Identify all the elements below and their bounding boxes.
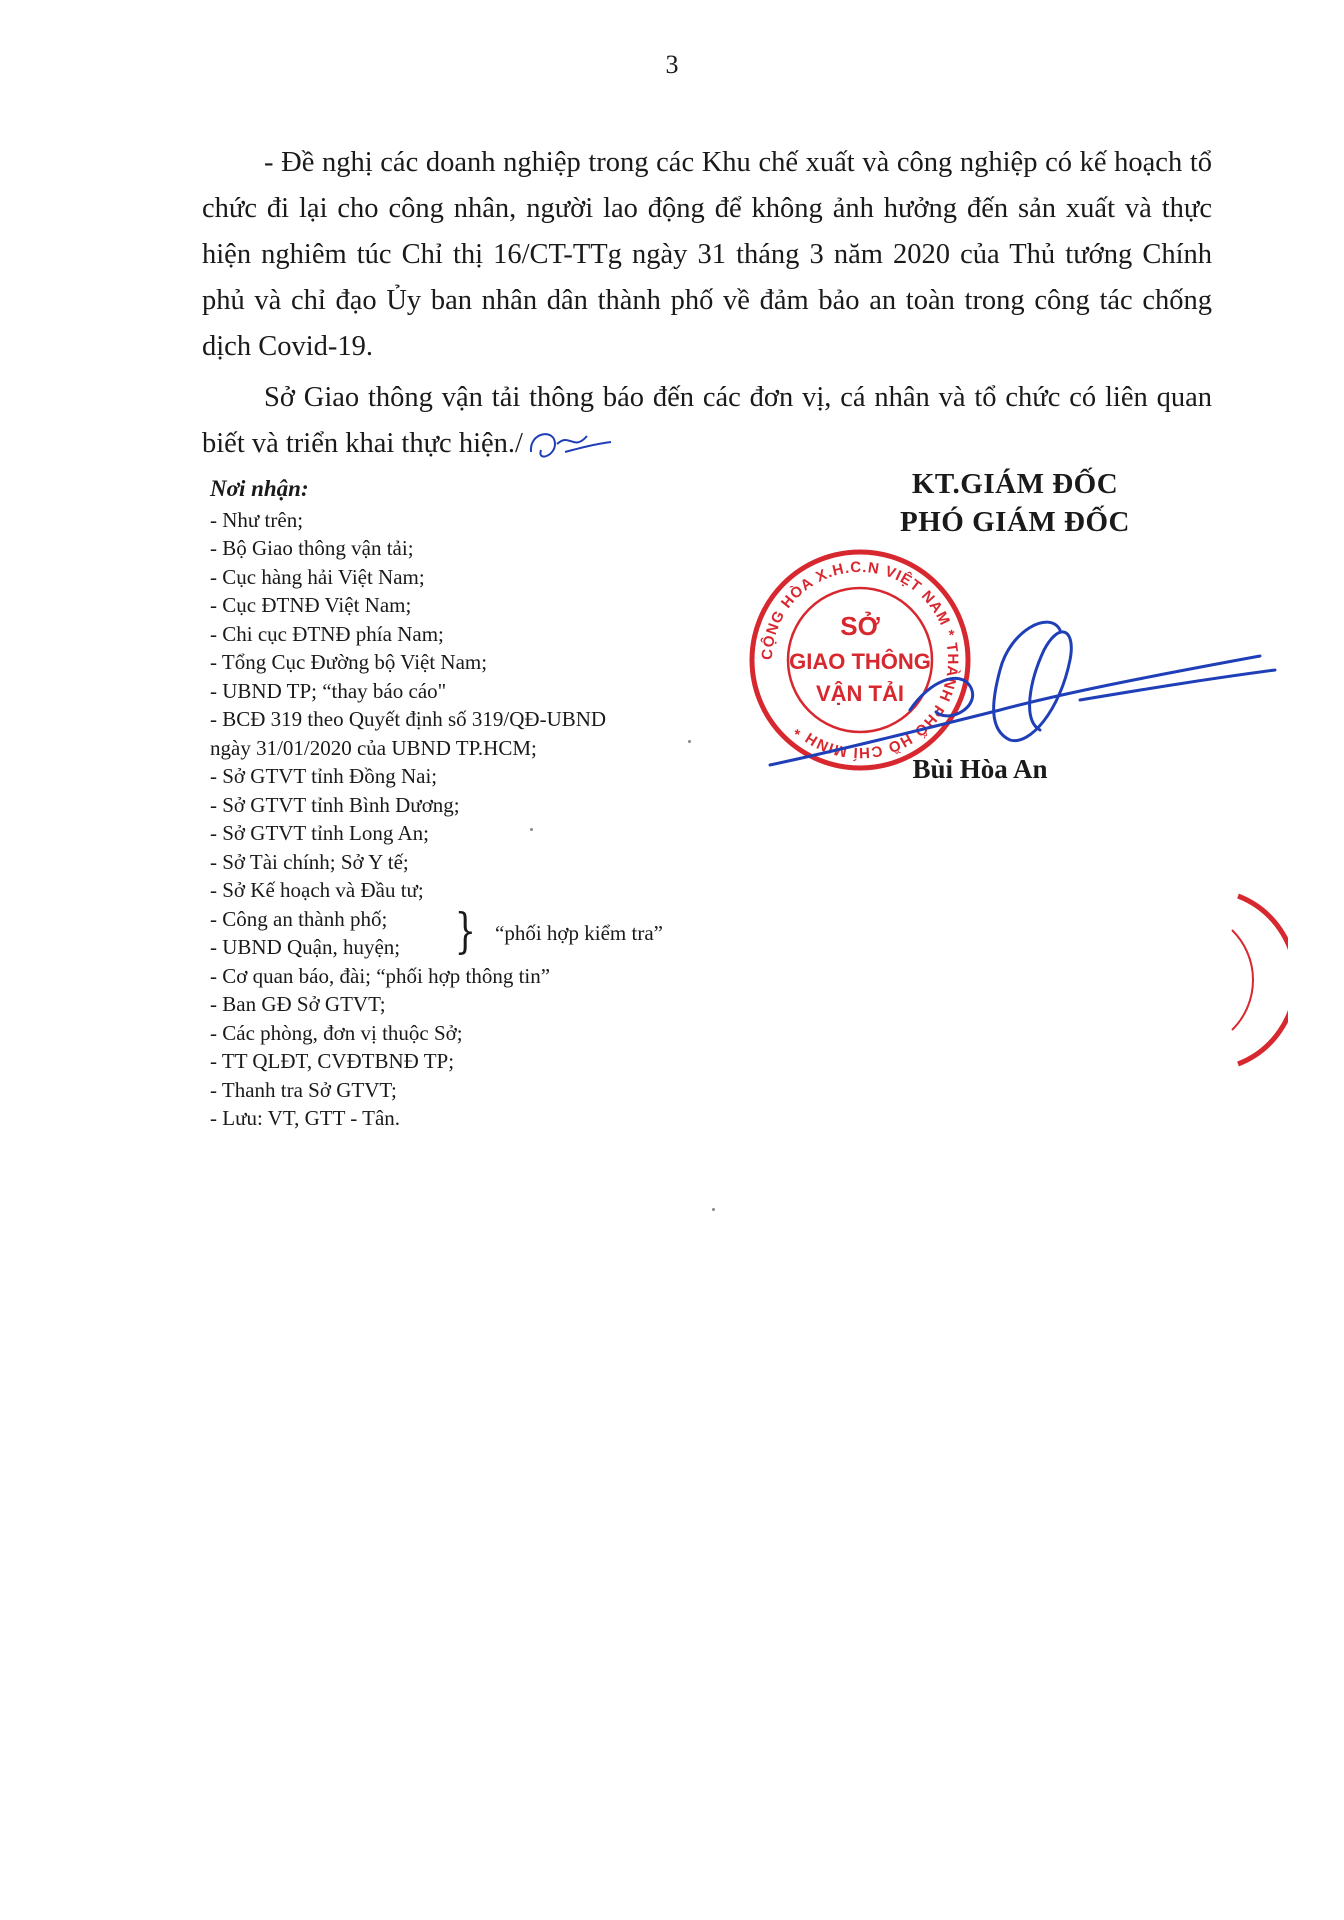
group-note: “phối hợp kiểm tra” <box>495 920 663 945</box>
body-paragraph-1: - Đề nghị các doanh nghiệp trong các Khu chế xuất và công nghiệp có kế hoạch tổ chức đi lại cho công nhân, người lao động để không ảnh hưởng đến sản xuất và thực hiện nghiêm túc Chỉ thị 16/CT-TTg ngày 31 tháng 3 năm 2020 của Thủ tướng Chính phủ và chỉ đạo Ủy ban nhân dân thành phố về đảm bảo an toàn trong công tác chống dịch Covid-19. <box>202 147 1212 362</box>
recipient-item: - Ban GĐ Sở GTVT; <box>210 992 386 1016</box>
seal-ring-text: CỘNG HÒA X.H.C.N VIỆT NAM * THÀNH PHỐ HỒ CHÍ MINH * <box>758 558 962 762</box>
recipients-items <box>210 506 770 905</box>
recipient-item: - Sở GTVT tỉnh Đồng Nai; <box>210 764 438 788</box>
recipient-item: - Sở Kế hoạch và Đầu tư; <box>210 878 424 902</box>
recipient-item: - Sở GTVT tỉnh Bình Dương; <box>210 792 460 817</box>
recipients-list <box>210 475 770 1133</box>
body-paragraph-2-text: Sở Giao thông vận tải thông báo đến các đơn vị, cá nhân và tổ chức có liên quan biết và triển khai thực hiện./ <box>202 382 1212 459</box>
scan-dot <box>530 828 533 831</box>
sign-title-1: KT.GIÁM ĐỐC <box>911 468 1119 500</box>
recipients-title: Nơi nhận: <box>210 476 309 501</box>
signature-block <box>800 465 1230 541</box>
recipient-item: - BCĐ 319 theo Quyết định số 319/QĐ-UBND <box>210 707 607 731</box>
page-number: 3 <box>665 50 679 79</box>
recipient-item: - TT QLĐT, CVĐTBNĐ TP; <box>210 1049 455 1073</box>
recipient-item: - Bộ Giao thông vận tải; <box>210 536 414 560</box>
recipient-item: - Chi cục ĐTNĐ phía Nam; <box>210 621 444 646</box>
seal-partial-icon <box>1228 890 1288 1070</box>
recipient-item: - Các phòng, đơn vị thuộc Sở; <box>210 1020 463 1045</box>
group-brace: } <box>454 902 476 959</box>
seal-line-3: VẬN TẢI <box>816 681 904 706</box>
body-paragraph-2 <box>202 375 1212 468</box>
seal-line-2: GIAO THÔNG <box>789 649 931 674</box>
scan-dot <box>712 1208 715 1211</box>
recipient-item: ngày 31/01/2020 của UBND TP.HCM; <box>210 735 537 760</box>
recipient-item: - Thanh tra Sở GTVT; <box>210 1077 397 1102</box>
recipient-item: - Cục hàng hải Việt Nam; <box>210 564 425 589</box>
recipient-item: - Tổng Cục Đường bộ Việt Nam; <box>210 650 488 674</box>
seal-line-1: SỞ <box>840 611 880 641</box>
recipient-item: - UBND Quận, huyện; <box>210 935 401 959</box>
recipient-item: - Như trên; <box>210 507 304 532</box>
recipient-item: - Lưu: VT, GTT - Tân. <box>210 1106 401 1130</box>
recipient-item: - Sở Tài chính; Sở Y tế; <box>210 849 409 874</box>
recipient-item: - Cơ quan báo, đài; “phối hợp thông tin” <box>210 963 551 988</box>
recipient-item: - Công an thành phố; <box>210 906 388 931</box>
recipient-item: - Sở GTVT tỉnh Long An; <box>210 821 429 845</box>
recipient-item: - Cục ĐTNĐ Việt Nam; <box>210 593 412 617</box>
document-body <box>202 140 1212 473</box>
sign-title-2: PHÓ GIÁM ĐỐC <box>900 506 1130 538</box>
initials-mark <box>525 422 615 468</box>
recipient-group <box>210 902 770 962</box>
scan-dot <box>688 740 691 743</box>
recipient-item: - UBND TP; “thay báo cáo" <box>210 678 447 703</box>
signer-name: Bùi Hòa An <box>912 754 1048 784</box>
